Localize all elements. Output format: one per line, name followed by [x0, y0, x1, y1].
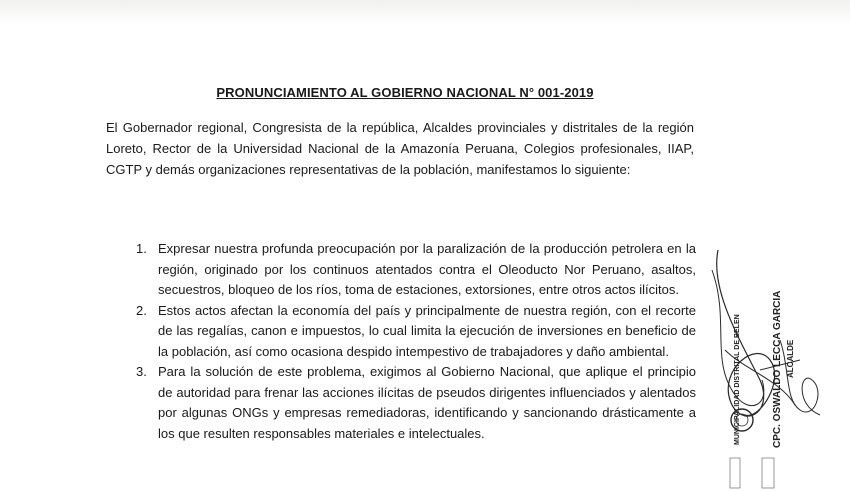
item-text: Estos actos afectan la economía del país y principalmente de nuestra región, con el recorte de las regalías, canon e impuestos, lo cual limita la ejecución de inversiones en beneficio de la población, así como ocasiona despido intempestivo de trabajadores y daño ambiental. — [158, 302, 696, 359]
signer-name-stamp: CPC. OSWALDO LECCA GARCIA — [772, 290, 783, 448]
statement-list — [136, 239, 696, 444]
item-number: 2. — [136, 302, 147, 318]
document-title: PRONUNCIAMIENTO AL GOBIERNO NACIONAL N° 001-2019 — [216, 85, 594, 100]
municipal-stamp: MUNICIPALIDAD DISTRITAL DE BELEN — [734, 314, 741, 445]
scan-shadow — [0, 0, 850, 26]
item-text: Para la solución de este problema, exigimos al Gobierno Nacional, que aplique el principio de autoridad para frenar las acciones ilícitas de pseudos dirigentes influenciados y alentados por algunas ONGs y empresas remediadoras, identificando y sancionando drásticamente a los que resulten responsables materiales e intelectuales. — [158, 364, 696, 441]
list-item — [136, 301, 696, 363]
item-number: 3. — [136, 364, 147, 379]
list-item — [136, 239, 696, 301]
signer-role-stamp: ALCALDE — [786, 339, 795, 378]
list-item — [136, 362, 696, 444]
intro-paragraph: El Gobernador regional, Congresista de la república, Alcaldes provinciales y distritales de la región Loreto, Rector de la Universidad Nacional de la Amazonía Peruana, Colegios profesionales, IIAP, CGTP y demás organizaciones representativas de la población, manifestamos lo siguiente: — [106, 120, 694, 177]
item-number: 1. — [136, 241, 147, 256]
stamps-and-signatures — [700, 230, 850, 491]
item-text: Expresar nuestra profunda preocupación por la paralización de la producción petrolera en la región, originado por los continuos atentados contra el Oleoducto Nor Peruano, asaltos, secuestros, bloqueo de los ríos, toma de estaciones, extorsiones, entre otros actos ilícitos. — [158, 241, 696, 297]
